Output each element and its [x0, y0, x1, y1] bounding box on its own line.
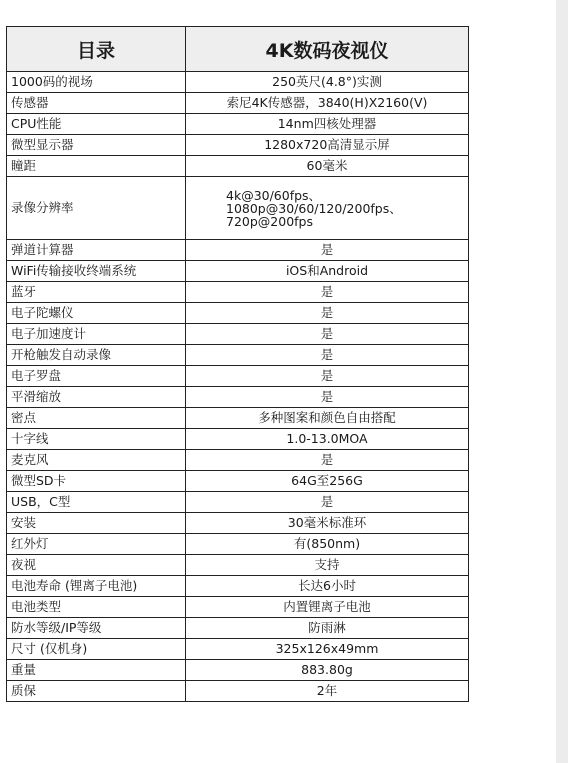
spec-label: 电池寿命 (锂离子电池): [7, 576, 186, 597]
spec-value: 是: [186, 282, 469, 303]
table-row: [7, 450, 469, 471]
spec-label: 弹道计算器: [7, 240, 186, 261]
table-row: [7, 597, 469, 618]
spec-label: 瞳距: [7, 156, 186, 177]
table-row: [7, 156, 469, 177]
table-row: [7, 429, 469, 450]
spec-label: 开枪触发自动录像: [7, 345, 186, 366]
spec-label: 质保: [7, 681, 186, 702]
table-row: [7, 114, 469, 135]
table-row: [7, 387, 469, 408]
spec-value: 是: [186, 324, 469, 345]
spec-label: 电子加速度计: [7, 324, 186, 345]
table-row: [7, 492, 469, 513]
spec-value: 内置锂离子电池: [186, 597, 469, 618]
table-row: [7, 618, 469, 639]
spec-label: 红外灯: [7, 534, 186, 555]
table-row: [7, 513, 469, 534]
table-row: [7, 555, 469, 576]
spec-value: 325x126x49mm: [186, 639, 469, 660]
spec-value: 2年: [186, 681, 469, 702]
spec-value: 是: [186, 366, 469, 387]
table-row: [7, 324, 469, 345]
spec-value: 14nm四核处理器: [186, 114, 469, 135]
spec-table-body: [7, 72, 469, 702]
spec-value: 1280x720高清显示屏: [186, 135, 469, 156]
spec-value: 支持: [186, 555, 469, 576]
spec-value: 是: [186, 345, 469, 366]
table-header-row: [7, 27, 469, 72]
table-row: [7, 282, 469, 303]
spec-label: 防水等级/IP等级: [7, 618, 186, 639]
spec-value: 64G至256G: [186, 471, 469, 492]
spec-label: WiFi传输接收终端系统: [7, 261, 186, 282]
spec-label: 平滑缩放: [7, 387, 186, 408]
table-row: [7, 639, 469, 660]
table-row: [7, 681, 469, 702]
spec-label: 密点: [7, 408, 186, 429]
table-row: [7, 471, 469, 492]
table-row: [7, 135, 469, 156]
spec-value: 250英尺(4.8°)实测: [186, 72, 469, 93]
spec-value: iOS和Android: [186, 261, 469, 282]
spec-label: 录像分辨率: [7, 177, 186, 240]
spec-label: 1000码的视场: [7, 72, 186, 93]
table-row: [7, 72, 469, 93]
spec-label: 微型显示器: [7, 135, 186, 156]
spec-value: 是: [186, 387, 469, 408]
spec-label: 夜视: [7, 555, 186, 576]
spec-label: 电池类型: [7, 597, 186, 618]
header-catalog: 目录: [7, 27, 186, 72]
spec-value: 883.80g: [186, 660, 469, 681]
spec-value: 是: [186, 450, 469, 471]
spec-value: 是: [186, 303, 469, 324]
spec-value: 是: [186, 240, 469, 261]
spec-label: 重量: [7, 660, 186, 681]
right-margin-strip: [556, 0, 568, 763]
table-row: [7, 366, 469, 387]
spec-value: 4k@30/60fps、 1080p@30/60/120/200fps、 720p@200fps: [186, 177, 469, 240]
spec-label: 电子罗盘: [7, 366, 186, 387]
spec-value: 多种图案和颜色自由搭配: [186, 408, 469, 429]
header-product-name: 4K数码夜视仪: [186, 27, 469, 72]
spec-label: 传感器: [7, 93, 186, 114]
spec-label: CPU性能: [7, 114, 186, 135]
table-row: [7, 93, 469, 114]
spec-value: 长达6小时: [186, 576, 469, 597]
spec-label: 蓝牙: [7, 282, 186, 303]
table-row: [7, 534, 469, 555]
spec-value: 30毫米标准环: [186, 513, 469, 534]
spec-value: 索尼4K传感器，3840(H)X2160(V): [186, 93, 469, 114]
spec-table: [6, 26, 469, 702]
table-row: [7, 660, 469, 681]
spec-value: 有(850nm): [186, 534, 469, 555]
table-row: [7, 345, 469, 366]
spec-value: 是: [186, 492, 469, 513]
table-row: [7, 240, 469, 261]
table-row: [7, 576, 469, 597]
spec-label: 尺寸 (仅机身): [7, 639, 186, 660]
spec-label: 电子陀螺仪: [7, 303, 186, 324]
table-row: [7, 261, 469, 282]
spec-value: 1.0-13.0MOA: [186, 429, 469, 450]
spec-value: 60毫米: [186, 156, 469, 177]
table-row: [7, 303, 469, 324]
spec-label: 麦克风: [7, 450, 186, 471]
spec-value: 防雨淋: [186, 618, 469, 639]
spec-label: 安装: [7, 513, 186, 534]
table-row: [7, 177, 469, 240]
spec-label: 十字线: [7, 429, 186, 450]
table-row: [7, 408, 469, 429]
spec-label: USB，C型: [7, 492, 186, 513]
spec-label: 微型SD卡: [7, 471, 186, 492]
